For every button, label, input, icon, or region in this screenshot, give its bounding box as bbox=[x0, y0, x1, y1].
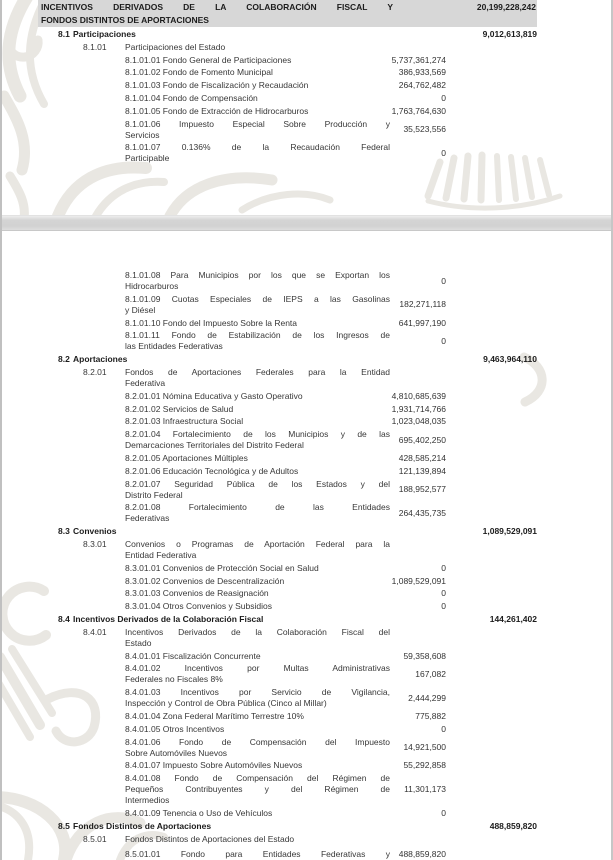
row-amount-detail: 0 bbox=[441, 335, 446, 346]
row-amount-detail: 0 bbox=[441, 562, 446, 573]
table-row bbox=[40, 627, 537, 649]
row-amount-total: 9,463,964,110 bbox=[483, 354, 537, 365]
row-code: 8.2 bbox=[58, 354, 70, 365]
row-description: 8.2.01.07 Seguridad Pública de los Estados y del Distrito Federal bbox=[125, 478, 390, 500]
row-amount-total: 144,261,402 bbox=[489, 613, 537, 624]
row-amount-detail: 11,301,173 bbox=[404, 784, 446, 795]
row-description: Participaciones del Estado bbox=[125, 41, 226, 52]
row-description: 8.3.01.04 Otros Convenios y Subsidios bbox=[125, 601, 272, 612]
table-row bbox=[40, 42, 537, 53]
document-page-2 bbox=[0, 231, 613, 860]
row-description: 8.4.01.09 Tenencia o Uso de Vehículos bbox=[125, 807, 273, 818]
row-code: 8.3.01 bbox=[83, 538, 107, 549]
row-description: Fondos Distintos de Aportaciones del Estado bbox=[125, 833, 295, 844]
row-description: Aportaciones bbox=[73, 354, 128, 365]
table-row bbox=[40, 270, 537, 292]
table-row bbox=[40, 479, 537, 501]
table-row bbox=[40, 588, 537, 599]
row-amount-detail: 1,089,529,091 bbox=[391, 575, 446, 586]
table-row bbox=[40, 106, 537, 117]
row-description: 8.1.01.03 Fondo de Fiscalización y Recaudación bbox=[125, 80, 309, 91]
row-description: Convenios o Programas de Aportación Federal para la Entidad Federativa bbox=[125, 538, 390, 560]
row-amount-detail: 188,952,577 bbox=[398, 484, 446, 495]
row-amount-detail: 0 bbox=[441, 275, 446, 286]
table-row bbox=[40, 119, 537, 141]
row-description: 8.4.01.07 Impuesto Sobre Automóviles Nuevos bbox=[125, 760, 303, 771]
table-row bbox=[40, 651, 537, 662]
left-page-edge bbox=[0, 0, 2, 860]
row-amount-detail: 264,762,482 bbox=[398, 80, 446, 91]
row-description: 8.2.01.01 Nómina Educativa y Gasto Operativo bbox=[125, 390, 303, 401]
row-description: 8.1.01.06 Impuesto Especial Sobre Producción y Servicios bbox=[125, 118, 390, 140]
row-amount-detail: 0 bbox=[441, 92, 446, 103]
row-code: 8.3 bbox=[58, 526, 70, 537]
header-title-line1: INCENTIVOS DERIVADOS DE LA COLABORACIÓN FISCAL Y bbox=[41, 2, 393, 12]
row-description: Incentivos Derivados de la Colaboración Fiscal bbox=[73, 613, 264, 624]
row-description: 8.1.01.08 Para Municipios por los que se Exportan los Hidrocarburos bbox=[125, 270, 390, 291]
row-description: 8.1.01.01 Fondo General de Participaciones bbox=[125, 54, 292, 65]
table-row bbox=[40, 576, 537, 587]
table-row bbox=[40, 429, 537, 451]
row-description: Fondos de Aportaciones Federales para la Entidad Federativa bbox=[125, 366, 390, 388]
table-row bbox=[40, 93, 537, 104]
page-gap bbox=[0, 215, 613, 231]
row-amount-detail: 0 bbox=[441, 601, 446, 612]
row-amount-total: 1,089,529,091 bbox=[482, 526, 537, 537]
row-amount-detail: 121,139,894 bbox=[398, 465, 446, 476]
row-description: 8.3.01.01 Convenios de Protección Social en Salud bbox=[125, 562, 319, 573]
row-description: 8.4.01.05 Otros Incentivos bbox=[125, 723, 225, 734]
table-row bbox=[40, 773, 537, 806]
header-total-amount: 20,199,228,242 bbox=[476, 2, 536, 12]
table-row bbox=[40, 453, 537, 464]
table-row bbox=[40, 539, 537, 561]
table-row bbox=[40, 404, 537, 415]
table-row bbox=[40, 849, 537, 860]
row-amount-detail: 0 bbox=[441, 588, 446, 599]
row-description: 8.4.01.08 Fondo de Compensación del Régimen de Pequeños Contribuyentes y del Régimen de Intermedios bbox=[125, 773, 390, 806]
row-amount-detail: 167,082 bbox=[415, 668, 446, 679]
table-row bbox=[40, 760, 537, 771]
table-row bbox=[40, 80, 537, 91]
document-page-1 bbox=[0, 0, 613, 215]
row-amount-detail: 182,271,118 bbox=[399, 299, 446, 310]
row-amount-detail: 1,023,048,035 bbox=[391, 416, 446, 427]
row-amount-detail: 14,921,500 bbox=[403, 742, 446, 753]
header-title-line2: FONDOS DISTINTOS DE APORTACIONES bbox=[41, 14, 209, 25]
table-row bbox=[40, 142, 537, 164]
table-row bbox=[40, 614, 537, 625]
row-description: 8.2.01.04 Fortalecimiento de los Municipios y de las Demarcaciones Territoriales del Distrito Federal bbox=[125, 429, 390, 451]
row-amount-detail: 1,931,714,766 bbox=[391, 403, 446, 414]
row-amount-detail: 641,997,190 bbox=[398, 317, 446, 328]
row-description: 8.2.01.05 Aportaciones Múltiples bbox=[125, 452, 248, 463]
row-amount-detail: 2,444,299 bbox=[408, 692, 446, 703]
row-description: 8.1.01.05 Fondo de Extracción de Hidrocarburos bbox=[125, 105, 309, 116]
row-amount-detail: 5,737,361,274 bbox=[391, 54, 446, 65]
table-row bbox=[40, 367, 537, 389]
row-code: 8.5 bbox=[58, 820, 70, 831]
row-description: 8.1.01.11 Fondo de Estabilización de los Ingresos de las Entidades Federativas bbox=[125, 330, 390, 352]
row-description: 8.4.01.01 Fiscalización Concurrente bbox=[125, 650, 261, 661]
table-row bbox=[40, 330, 537, 352]
row-description: 8.3.01.03 Convenios de Reasignación bbox=[125, 588, 269, 599]
row-description: 8.1.01.09 Cuotas Especiales de IEPS a las Gasolinas y Diésel bbox=[125, 293, 390, 315]
table-row bbox=[40, 526, 537, 537]
row-amount-detail: 0 bbox=[441, 723, 446, 734]
table-row bbox=[40, 563, 537, 574]
row-amount-detail: 59,358,608 bbox=[403, 650, 446, 661]
table-row bbox=[40, 294, 537, 316]
table-row bbox=[40, 687, 537, 709]
table-row bbox=[40, 318, 537, 329]
table-row bbox=[40, 502, 537, 524]
row-description: 8.4.01.03 Incentivos por Servicio de Vigilancia, Inspección y Control de Obra Pública (Cinco al Millar) bbox=[125, 687, 390, 709]
table-row bbox=[40, 29, 537, 40]
row-amount-total: 9,012,613,819 bbox=[482, 29, 537, 39]
table-row bbox=[40, 834, 537, 845]
table-row bbox=[40, 737, 537, 759]
table-header-band bbox=[38, 0, 537, 27]
table-row bbox=[40, 821, 537, 832]
row-description: 8.5.01.01 Fondo para Entidades Federativas y bbox=[125, 848, 390, 859]
row-code: 8.4.01 bbox=[83, 626, 107, 637]
row-code: 8.4 bbox=[58, 613, 70, 624]
table-row bbox=[40, 391, 537, 402]
table-header-title bbox=[41, 1, 393, 26]
row-amount-detail: 1,763,764,630 bbox=[391, 105, 446, 116]
table-row bbox=[40, 711, 537, 722]
row-description: 8.2.01.03 Infraestructura Social bbox=[125, 416, 244, 427]
row-description: 8.4.01.06 Fondo de Compensación del Impuesto Sobre Automóviles Nuevos bbox=[125, 736, 390, 758]
rows-page2 bbox=[0, 270, 613, 860]
table-row bbox=[40, 55, 537, 66]
row-code: 8.2.01 bbox=[83, 366, 107, 377]
table-row bbox=[40, 67, 537, 78]
row-amount-detail: 488,859,820 bbox=[398, 848, 446, 859]
table-row bbox=[40, 416, 537, 427]
row-description: 8.1.01.10 Fondo del Impuesto Sobre la Renta bbox=[125, 317, 298, 328]
row-amount-detail: 386,933,569 bbox=[398, 67, 446, 78]
row-description: Convenios bbox=[73, 526, 117, 537]
table-row bbox=[40, 663, 537, 685]
row-description: 8.2.01.06 Educación Tecnológica y de Adultos bbox=[125, 465, 299, 476]
row-description: 8.1.01.04 Fondo de Compensación bbox=[125, 92, 258, 103]
table-row bbox=[40, 601, 537, 612]
row-amount-detail: 0 bbox=[441, 807, 446, 818]
table-row bbox=[40, 724, 537, 735]
row-amount-detail: 264,435,735 bbox=[398, 507, 446, 518]
row-amount-detail: 0 bbox=[441, 147, 446, 158]
row-code: 8.5.01 bbox=[83, 833, 107, 844]
table-row bbox=[40, 808, 537, 819]
row-description: Fondos Distintos de Aportaciones bbox=[73, 820, 212, 831]
row-description: 8.1.01.07 0.136% de la Recaudación Federal Participable bbox=[125, 142, 390, 164]
row-amount-detail: 35,523,556 bbox=[403, 124, 446, 135]
row-description: 8.1.01.02 Fondo de Fomento Municipal bbox=[125, 67, 273, 78]
row-description: 8.4.01.02 Incentivos por Multas Administrativas Federales no Fiscales 8% bbox=[125, 663, 390, 685]
row-amount-detail: 695,402,250 bbox=[398, 434, 446, 445]
row-description: 8.2.01.02 Servicios de Salud bbox=[125, 403, 234, 414]
row-description: 8.4.01.04 Zona Federal Marítimo Terrestre 10% bbox=[125, 710, 304, 721]
row-amount-detail: 4,810,685,639 bbox=[391, 390, 446, 401]
row-description: Participaciones bbox=[73, 29, 136, 39]
row-amount-detail: 55,292,858 bbox=[403, 760, 446, 771]
row-amount-detail: 775,882 bbox=[415, 710, 446, 721]
table-row bbox=[40, 354, 537, 365]
row-description: 8.3.01.02 Convenios de Descentralización bbox=[125, 575, 285, 586]
row-code: 8.1 bbox=[58, 29, 70, 39]
row-description: Incentivos Derivados de la Colaboración Fiscal del Estado bbox=[125, 626, 390, 648]
row-amount-detail: 428,585,214 bbox=[398, 452, 446, 463]
table-row bbox=[40, 466, 537, 477]
row-amount-total: 488,859,820 bbox=[489, 820, 537, 831]
rows-page1 bbox=[0, 29, 613, 164]
row-description: 8.2.01.08 Fortalecimiento de las Entidades Federativas bbox=[125, 502, 390, 524]
row-code: 8.1.01 bbox=[83, 41, 107, 52]
